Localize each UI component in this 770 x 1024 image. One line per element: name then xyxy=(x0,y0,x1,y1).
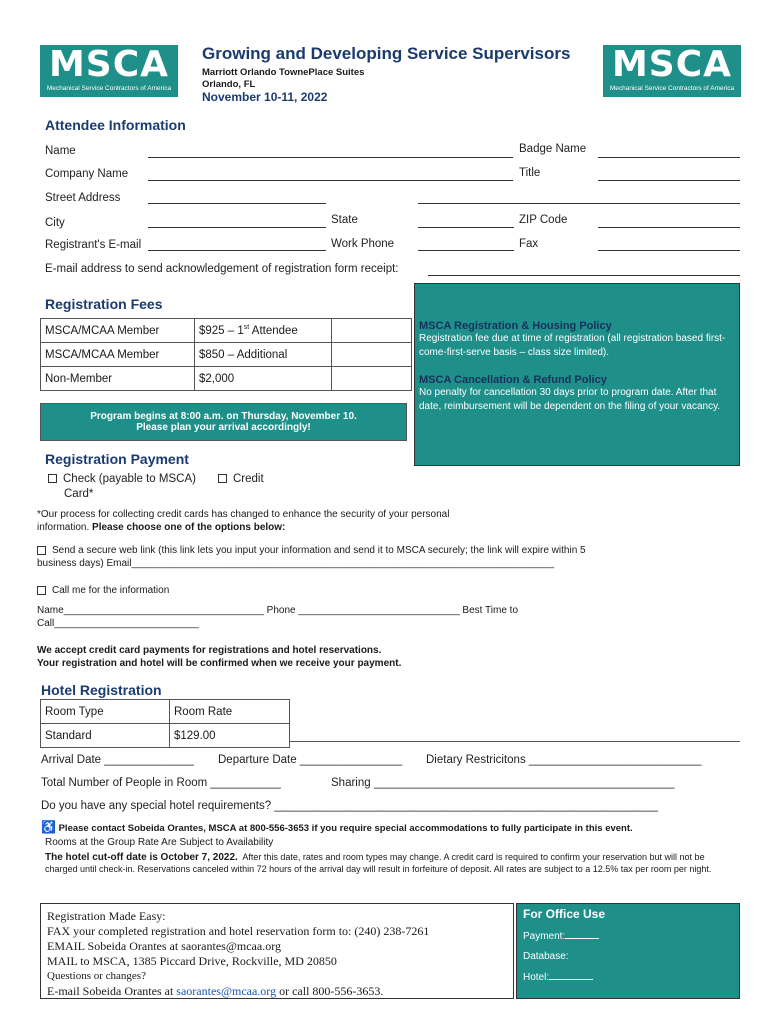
web-link-option[interactable]: Send a secure web link (this link lets you input your information and send it to MSCA securely; the link will expire within 5 business days) Email____________________________________________________________________________ xyxy=(37,545,586,569)
departure-field[interactable]: Departure Date ________________ xyxy=(218,754,403,766)
city-label: City xyxy=(45,217,65,229)
wheelchair-icon: ♿ xyxy=(41,820,56,834)
program-line2: Please plan your arrival accordingly! xyxy=(136,422,311,433)
office-hotel: Hotel: xyxy=(523,972,733,983)
room-table xyxy=(40,699,290,748)
logo-subtext: Mechanical Service Contractors of America xyxy=(609,85,735,92)
title-label: Title xyxy=(519,167,541,179)
email-label: Registrant's E-mail xyxy=(45,239,142,251)
badge-name-field[interactable] xyxy=(598,157,740,158)
attendee-heading: Attendee Information xyxy=(45,117,186,133)
room-rate-header: Room Rate xyxy=(170,700,290,724)
office-payment: Payment: xyxy=(523,931,733,942)
special-requirements-field[interactable]: Do you have any special hotel requirements? ____________________________________________________________ xyxy=(41,800,659,812)
people-field[interactable]: Total Number of People in Room ___________ xyxy=(41,777,281,789)
housing-policy-text: Registration fee due at time of registration (all registration based first-come-first-serve basis – class size limited). xyxy=(419,333,726,358)
fee-price: $850 – Additional xyxy=(195,343,332,367)
table-row xyxy=(41,724,290,748)
fee-price: $2,000 xyxy=(195,367,332,391)
office-database: Database: xyxy=(523,951,569,962)
fee-type: MSCA/MCAA Member xyxy=(41,319,195,343)
room-rate-value: $129.00 xyxy=(170,724,290,748)
office-use-title: For Office Use xyxy=(523,907,606,921)
company-label: Company Name xyxy=(45,168,129,180)
call-checkbox[interactable] xyxy=(37,586,46,595)
email-link[interactable]: saorantes@mcaa.org xyxy=(176,984,277,998)
fee-checkbox-cell[interactable] xyxy=(332,367,412,391)
title-field[interactable] xyxy=(598,180,740,181)
room-type-header: Room Type xyxy=(41,700,170,724)
fee-checkbox-cell[interactable] xyxy=(332,319,412,343)
work-phone-label: Work Phone xyxy=(331,238,395,250)
accessibility-contact: ♿ Please contact Sobeida Orantes, MSCA at 800-556-3653 if you require special accommodations to fully participate in this event. xyxy=(41,820,633,834)
program-line1: Program begins at 8:00 a.m. on Thursday, November 10. xyxy=(90,411,357,422)
fee-type: MSCA/MCAA Member xyxy=(41,343,195,367)
badge-name-label: Badge Name xyxy=(519,143,587,155)
fees-heading: Registration Fees xyxy=(45,296,163,312)
state-field[interactable] xyxy=(418,227,514,228)
web-link-checkbox[interactable] xyxy=(37,546,46,555)
credit-checkbox[interactable] xyxy=(218,474,227,483)
cutoff-note: The hotel cut-off date is October 7, 2022. After this date, rates and room types may change. A credit card is required to confirm your reservation but will not be charged until check-in. Reservations canceled within 72 hours of the arrival day will result in forfeiture of deposit. All rates are subject to a 12.5% tax per room per night. xyxy=(45,852,712,874)
call-details[interactable]: Name____________________________________ Phone _____________________________ Best Time to Call__________________________ xyxy=(37,605,519,629)
office-use-box xyxy=(516,903,740,999)
arrival-field[interactable]: Arrival Date ______________ xyxy=(41,754,194,766)
ack-email-label: E-mail address to send acknowledgement of registration form receipt: xyxy=(45,263,399,275)
event-title: Growing and Developing Service Supervisors xyxy=(202,44,571,63)
payment-heading: Registration Payment xyxy=(45,451,189,467)
company-field[interactable] xyxy=(148,180,513,181)
program-banner xyxy=(40,403,407,441)
street-field[interactable] xyxy=(148,203,326,204)
name-label: Name xyxy=(45,145,76,157)
event-city: Orlando, FL xyxy=(202,79,256,90)
logo-subtext: Mechanical Service Contractors of America xyxy=(46,85,172,92)
cc-note: *Our process for collecting credit cards has changed to enhance the security of your personal information. Please choose one of the options below: xyxy=(37,509,450,533)
logo-text: MSCA xyxy=(48,44,170,85)
fee-row xyxy=(41,343,412,367)
state-label: State xyxy=(331,214,358,226)
zip-field[interactable] xyxy=(598,227,740,228)
event-venue: Marriott Orlando TownePlace Suites xyxy=(202,67,365,78)
fax-label: Fax xyxy=(519,238,539,250)
dietary-field[interactable]: Dietary Restricitons ___________________________ xyxy=(426,754,702,766)
cancel-policy-title: MSCA Cancellation & Refund Policy xyxy=(419,374,607,386)
work-phone-field[interactable] xyxy=(418,250,514,251)
credit-option[interactable]: Credit xyxy=(218,473,264,485)
policy-box xyxy=(414,283,740,466)
msca-logo-right xyxy=(603,45,741,97)
call-option[interactable]: Call me for the information xyxy=(37,585,169,596)
check-option[interactable]: Check (payable to MSCA) xyxy=(48,473,196,485)
ack-email-field[interactable] xyxy=(428,275,740,276)
accept-note: We accept credit card payments for registrations and hotel reservations. Your registration and hotel will be confirmed when we receive your payment. xyxy=(37,645,402,669)
logo-text: MSCA xyxy=(611,44,733,85)
city-field[interactable] xyxy=(148,227,326,228)
event-dates: November 10-11, 2022 xyxy=(202,90,328,104)
fee-row xyxy=(41,319,412,343)
name-field[interactable] xyxy=(148,157,513,158)
hotel-heading: Hotel Registration xyxy=(41,682,162,698)
check-checkbox[interactable] xyxy=(48,474,57,483)
street-label: Street Address xyxy=(45,192,121,204)
card-label: Card* xyxy=(64,488,94,500)
zip-label: ZIP Code xyxy=(519,214,568,226)
fee-row xyxy=(41,367,412,391)
fees-table xyxy=(40,318,412,391)
registration-easy-box: Registration Made Easy: FAX your completed registration and hotel reservation form to: (240) 238-7261 EMAIL Sobeida Orantes at saorantes@mcaa.org MAIL to MSCA, 1385 Piccard Drive, Rockville, MD 20850 Questions or changes? E-mail Sobeida Orantes at saorantes@mcaa.org or call 800-556-3653. xyxy=(40,903,514,999)
email-field[interactable] xyxy=(148,250,326,251)
fee-checkbox-cell[interactable] xyxy=(332,343,412,367)
table-row xyxy=(41,700,290,724)
fee-price: $925 – 1st Attendee xyxy=(195,319,332,343)
housing-policy-title: MSCA Registration & Housing Policy xyxy=(419,320,612,332)
room-type-value: Standard xyxy=(41,724,170,748)
availability-note: Rooms at the Group Rate Are Subject to Availability xyxy=(45,837,274,848)
cancel-policy-text: No penalty for cancellation 30 days prior to program date. After that date, reimbursement will be dependent on the filing of your vacancy. xyxy=(419,387,721,412)
fee-type: Non-Member xyxy=(41,367,195,391)
hotel-divider xyxy=(290,741,740,742)
sharing-field[interactable]: Sharing _______________________________________________ xyxy=(331,777,675,789)
fax-field[interactable] xyxy=(598,250,740,251)
street-field-2[interactable] xyxy=(418,203,740,204)
msca-logo-left xyxy=(40,45,178,97)
